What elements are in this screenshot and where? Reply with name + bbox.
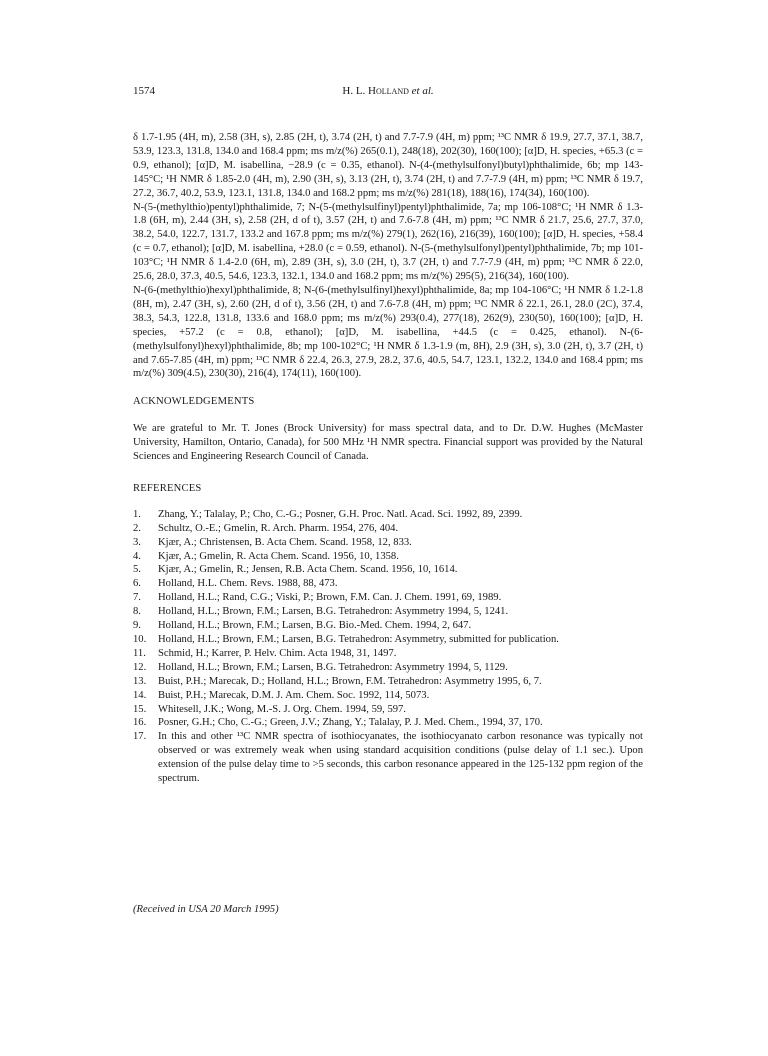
reference-number: 8. [133,606,141,618]
reference-number: 13. [133,675,147,687]
reference-number: 2. [133,522,141,534]
reference-item [133,550,643,564]
reference-number: 7. [133,592,141,604]
reference-item [133,647,643,661]
reference-number: 15. [133,703,147,715]
reference-item [133,563,643,577]
page-number: 1574 [133,85,155,97]
reference-text: Holland, H.L. Chem. Revs. 1988, 88, 473. [158,578,338,590]
received-note: (Received in USA 20 March 1995) [133,904,279,915]
running-head-surname: Holland [368,85,409,97]
reference-text: Whitesell, J.K.; Wong, M.-S. J. Org. Chem. 1994, 59, 597. [158,703,407,715]
page-header [133,85,643,101]
reference-text: Buist, P.H.; Marecak, D.; Holland, H.L.; Brown, F.M. Tetrahedron: Asymmetry 1995, 6, 7. [158,675,542,687]
acknowledgements-heading: ACKNOWLEDGEMENTS [133,396,255,408]
running-head [133,85,643,99]
reference-item [133,536,643,550]
reference-item [133,716,643,730]
experimental-paragraph-1: δ 1.7-1.95 (4H, m), 2.58 (3H, s), 2.85 (2H, t), 3.74 (2H, t) and 7.7-7.9 (4H, m) ppm; ¹³C NMR δ 19.9, 27.7, 37.1, 38.7, 53.9, 123.3, 131.8, 134.0 and 168.4 ppm; ms m/z(%) 265(0.1), 248(18), 202(30), 160(100); [α]D, H. species, +65.3 (c = 0.9, ethanol); [α]D, M. isabellina, −28.9 (c = 0.35, ethanol). N-(4-(methylsulfonyl)butyl)phthalimide, 6b; mp 143-145°C; ¹H NMR δ 1.85-2.0 (4H, m), 2.90 (3H, s), 3.13 (2H, t), 3.74 (2H, t) and 7.7-7.9 (4H, m) ppm; ¹³C NMR δ 19.7, 27.2, 36.7, 40.2, 53.9, 123.1, 131.8, 134.0 and 168.2 ppm; ms m/z(%) 281(18), 188(16), 174(34), 160(100). [133,132,643,199]
reference-number: 1. [133,508,141,520]
reference-item [133,703,643,717]
reference-item [133,730,643,786]
reference-text: Holland, H.L.; Brown, F.M.; Larsen, B.G. Bio.-Med. Chem. 1994, 2, 647. [158,620,472,632]
reference-number: 10. [133,634,147,645]
reference-text: Holland, H.L.; Brown, F.M.; Larsen, B.G. Tetrahedron: Asymmetry, submitted for publication. [158,634,559,645]
running-head-author: H. L. [342,85,369,97]
reference-number: 5. [133,564,141,576]
reference-number: 14. [133,689,147,701]
reference-text: Posner, G.H.; Cho, C.-G.; Green, J.V.; Zhang, Y.; Talalay, P. J. Med. Chem., 1994, 37, 170. [158,717,543,729]
reference-text: Kjær, A.; Christensen, B. Acta Chem. Scand. 1958, 12, 833. [158,536,412,548]
reference-item [133,675,643,689]
reference-item [133,605,643,619]
reference-text: Holland, H.L.; Rand, C.G.; Viski, P.; Brown, F.M. Can. J. Chem. 1991, 69, 1989. [158,592,502,604]
received-date [133,903,279,917]
reference-item [133,522,643,536]
reference-text: Holland, H.L.; Brown, F.M.; Larsen, B.G. Tetrahedron: Asymmetry 1994, 5, 1129. [158,661,508,673]
reference-item [133,591,643,605]
reference-text: Buist, P.H.; Marecak, D.M. J. Am. Chem. Soc. 1992, 114, 5073. [158,689,430,701]
reference-number: 3. [133,536,141,548]
reference-number: 4. [133,550,141,562]
reference-number: 11. [133,647,146,659]
reference-number: 6. [133,578,141,590]
reference-item [133,661,643,675]
reference-number: 9. [133,620,141,632]
reference-text: Schmid, H.; Karrer, P. Helv. Chim. Acta 1948, 31, 1497. [158,647,397,659]
reference-text: Kjær, A.; Gmelin, R.; Jensen, R.B. Acta Chem. Scand. 1956, 10, 1614. [158,564,458,576]
experimental-paragraph-2: N-(5-(methylthio)pentyl)phthalimide, 7; N-(5-(methylsulfinyl)pentyl)phthalimide, 7a; mp 106-108°C; ¹H NMR δ 1.3-1.8 (6H, m), 2.44 (3H, s), 2.58 (2H, d of t), 3.57 (2H, t) and 7.6-7.8 (4H, m) ppm; ¹³C NMR δ 21.7, 25.6, 27.7, 37.0, 38.2, 54.0, 122.7, 131.7, 133.2 and 167.8 ppm; ms m/z(%) 279(1), 262(16), 216(39), 160(100); [α]D, H. species, +58.4 (c = 0.7, ethanol); [α]D, M. isabellina, +28.0 (c = 0.59, ethanol). N-(5-(methylsulfonyl)pentyl)phthalimide, 7b; mp 101-103°C; ¹H NMR δ 1.4-2.0 (6H, m), 2.89 (3H, s), 3.0 (2H, t), 3.7 (2H, t) and 7.7-7.9 (4H, m) ppm; ¹³C NMR δ 22.0, 25.6, 28.0, 37.3, 40.5, 54.6, 123.3, 132.1, 134.0 and 168.2 ppm; ms m/z(%) 295(5), 216(34), 160(100). [133,201,643,283]
reference-item [133,577,643,591]
reference-text: Zhang, Y.; Talalay, P.; Cho, C.-G.; Posner, G.H. Proc. Natl. Acad. Sci. 1992, 89, 2399. [158,508,523,520]
reference-list [133,508,643,786]
reference-text: Schultz, O.-E.; Gmelin, R. Arch. Pharm. 1954, 276, 404. [158,522,399,534]
reference-text: Kjær, A.; Gmelin, R. Acta Chem. Scand. 1956, 10, 1358. [158,550,399,562]
reference-item [133,689,643,703]
references-heading: REFERENCES [133,482,202,494]
reference-item [133,508,643,522]
experimental-paragraph-3: N-(6-(methylthio)hexyl)phthalimide, 8; N-(6-(methylsulfinyl)hexyl)phthalimide, 8a; mp 104-106°C; ¹H NMR δ 1.2-1.8 (8H, m), 2.47 (3H, s), 2.60 (2H, d of t), 3.56 (2H, t) and 7.6-7.8 (4H, m) ppm; ¹³C NMR δ 22.1, 26.1, 28.0 (2C), 37.4, 38.3, 54.3, 122.8, 131.8, 133.6 and 168.0 ppm; ms m/z(%) 293(0.4), 277(18), 262(9), 230(50), 160(100); [α]D, H. species, +57.2 (c = 0.8, ethanol); [α]D, M. isabellina, +44.5 (c = 0.425, ethanol). N-(6-(methylsulfonyl)hexyl)phthalimide, 8b; mp 100-102°C; ¹H NMR δ 1.3-1.9 (m, 8H), 2.9 (3H, s), 3.0 (2H, t), 3.7 (2H, t) and 7.65-7.85 (4H, m) ppm; ¹³C NMR δ 22.4, 26.3, 27.9, 28.2, 37.6, 40.5, 54.7, 123.1, 132.2, 134.0 and 168.4 ppm; ms m/z(%) 309(4.5), 230(30), 216(4), 174(11), 160(100). [133,284,643,380]
acknowledgements-text: We are grateful to Mr. T. Jones (Brock University) for mass spectral data, and to Dr. D.W. Hughes (McMaster University, Hamilton, Ontario, Canada), for 500 MHz ¹H NMR spectra. Financial support was provided by the Natural Sciences and Engineering Research Council of Canada. [133,423,643,463]
article-body [133,131,643,786]
reference-text: Holland, H.L.; Brown, F.M.; Larsen, B.G. Tetrahedron: Asymmetry 1994, 5, 1241. [158,606,509,618]
reference-number: 17. [133,731,147,743]
running-head-etal: et al. [411,85,434,97]
reference-item [133,619,643,633]
reference-item [133,633,643,647]
reference-number: 16. [133,717,147,729]
reference-text: In this and other ¹³C NMR spectra of isothiocyanates, the isothiocyanato carbon resonance was typically not observed or was extremely weak when using standard acquisition conditions (pulse delay of 1.1 sec.). Upon extension of the pulse delay time to >5 seconds, this carbon resonance appeared in the 125-132 ppm region of the spectrum. [158,731,643,785]
reference-number: 12. [133,661,147,673]
